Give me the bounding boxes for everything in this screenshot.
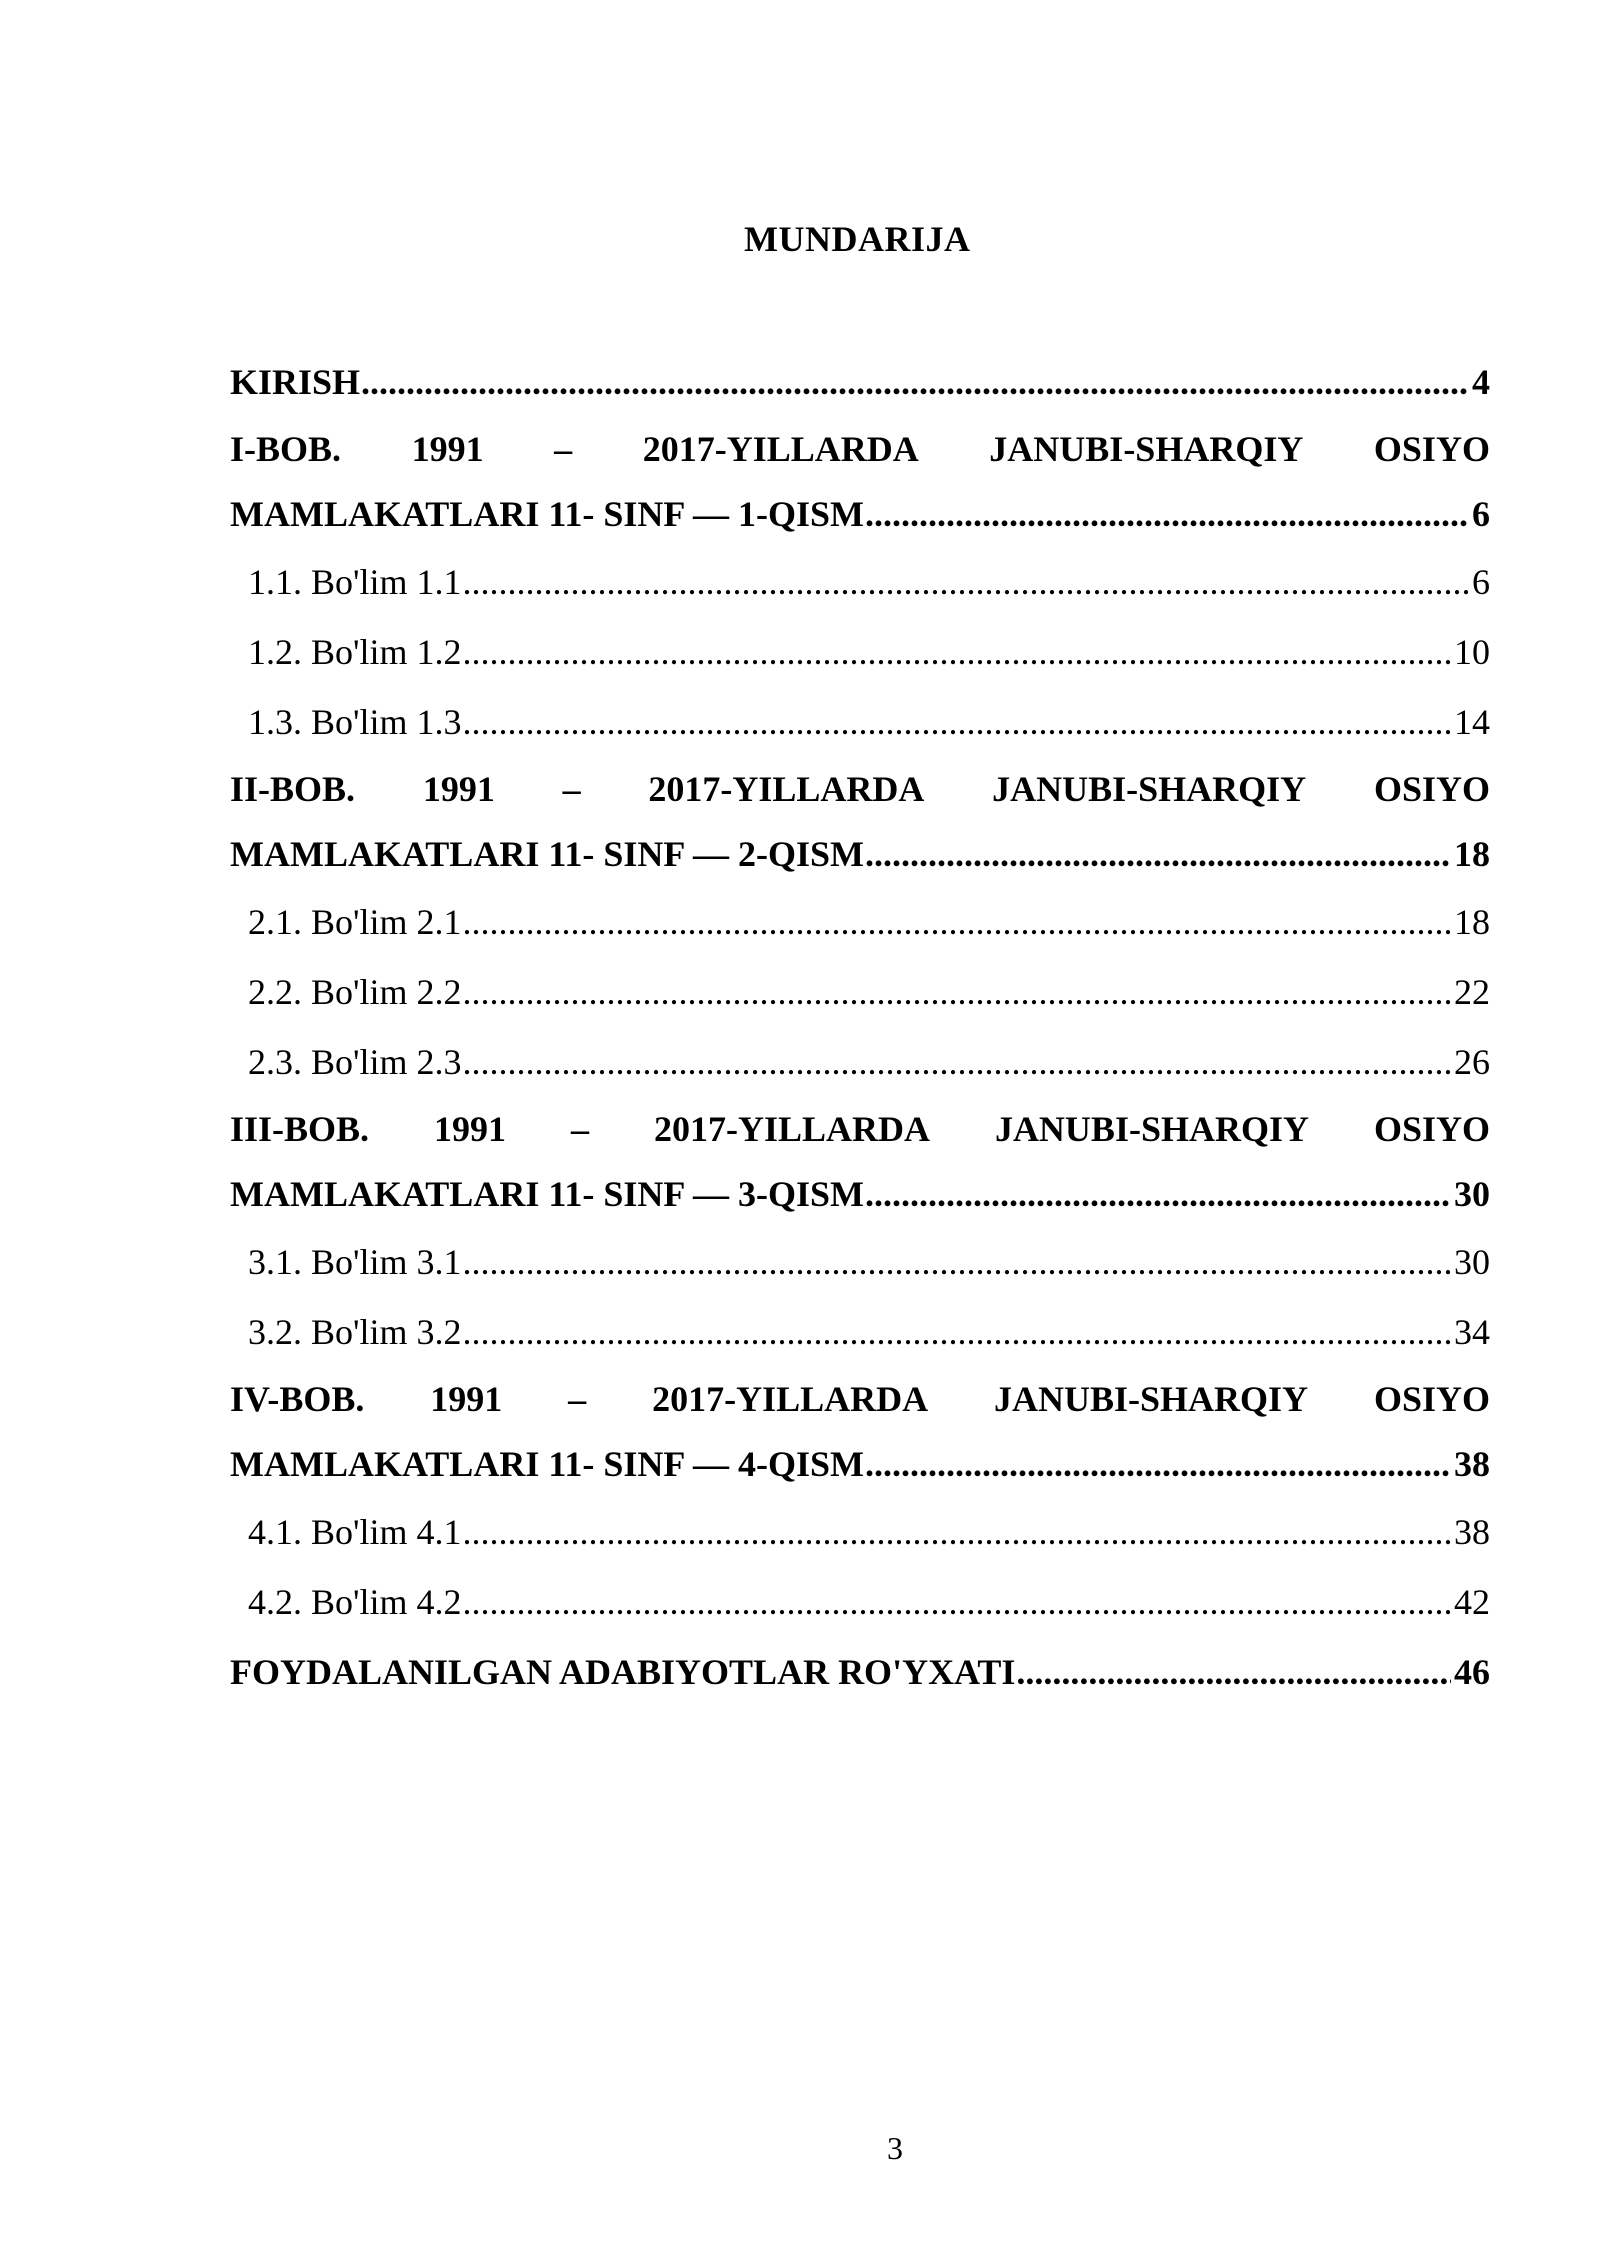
toc-chapter-word: JANUBI-SHARQIY [992, 769, 1307, 809]
toc-entry-page: 46 [1454, 1652, 1490, 1692]
toc-entry-label: 4.1. Bo'lim 4.1 [248, 1512, 462, 1552]
toc-entry-page: 14 [1454, 702, 1490, 742]
toc-entry-intro[interactable] [230, 347, 1490, 417]
toc-chapter-word: – [554, 429, 573, 469]
toc-chapter-heading-line2[interactable] [230, 1432, 1490, 1497]
dot-leader [463, 1567, 1451, 1637]
toc-section-entry[interactable] [230, 547, 1490, 617]
toc-entry-label: MAMLAKATLARI 11- SINF — 1-QISM [230, 494, 865, 534]
toc-section-entry[interactable] [230, 1027, 1490, 1097]
toc-entry-label: 4.2. Bo'lim 4.2 [248, 1582, 462, 1622]
toc-chapter-heading-line2[interactable] [230, 1162, 1490, 1227]
toc-section-entry[interactable] [230, 617, 1490, 687]
toc-chapter-word: OSIYO [1373, 1109, 1490, 1149]
toc-entry-label: MAMLAKATLARI 11- SINF — 2-QISM [230, 834, 865, 874]
toc-chapter-heading-line1[interactable] [230, 417, 1490, 482]
toc-chapter-heading-line1[interactable] [230, 1367, 1490, 1432]
toc-entry-page: 18 [1454, 902, 1490, 942]
toc-chapter-heading-line2[interactable] [230, 822, 1490, 887]
toc-chapter-word: – [568, 1379, 587, 1419]
toc-chapter-heading-line1[interactable] [230, 1097, 1490, 1162]
toc-chapter-word: 1991 [411, 429, 484, 469]
toc-entry-page: 18 [1454, 834, 1490, 874]
toc-chapter-word: OSIYO [1373, 769, 1490, 809]
toc-section-entry[interactable] [230, 1497, 1490, 1567]
toc-chapter-word: OSIYO [1373, 429, 1490, 469]
dot-leader [865, 482, 1469, 547]
toc-section-entry[interactable] [230, 1227, 1490, 1297]
dot-leader [463, 887, 1451, 957]
toc-entry-page: 22 [1454, 972, 1490, 1012]
dot-leader [463, 1297, 1451, 1367]
toc-section-entry[interactable] [230, 887, 1490, 957]
dot-leader [463, 1227, 1451, 1297]
toc-entry-page: 38 [1454, 1444, 1490, 1484]
toc-section-entry[interactable] [230, 687, 1490, 757]
dot-leader [865, 822, 1451, 887]
dot-leader [463, 547, 1469, 617]
toc-entry-page: 42 [1454, 1582, 1490, 1622]
toc-chapters [230, 417, 1490, 1637]
toc-entry-page: 30 [1454, 1242, 1490, 1282]
toc-chapter-word: 2017-YILLARDA [652, 1379, 929, 1419]
dot-leader [463, 617, 1451, 687]
toc-entry-label: 1.3. Bo'lim 1.3 [248, 702, 462, 742]
toc-entry-label: 2.3. Bo'lim 2.3 [248, 1042, 462, 1082]
dot-leader [463, 1027, 1451, 1097]
toc-title-text: MUNDARIJA [744, 219, 971, 259]
dot-leader [463, 957, 1451, 1027]
toc-entry-page: 34 [1454, 1312, 1490, 1352]
toc-chapter-word: III-BOB. [230, 1109, 370, 1149]
dot-leader [463, 687, 1451, 757]
toc-entry-page: 38 [1454, 1512, 1490, 1552]
toc-entry-page: 4 [1472, 362, 1490, 402]
dot-leader [361, 347, 1469, 417]
dot-leader [865, 1432, 1451, 1497]
toc-chapter-heading-line2[interactable] [230, 482, 1490, 547]
toc-entry-label: 2.1. Bo'lim 2.1 [248, 902, 462, 942]
toc-entry-references[interactable] [230, 1637, 1490, 1707]
toc-chapter-word: 1991 [430, 1379, 503, 1419]
toc-chapter-word: 2017-YILLARDA [648, 769, 925, 809]
page-number-text: 3 [887, 2130, 903, 2166]
toc-entry-label: MAMLAKATLARI 11- SINF — 4-QISM [230, 1444, 865, 1484]
table-of-contents [230, 347, 1490, 1707]
toc-entry-label: KIRISH [230, 362, 361, 402]
toc-section-entry[interactable] [230, 1297, 1490, 1367]
toc-chapter-word: – [562, 769, 581, 809]
toc-chapter-word: 2017-YILLARDA [642, 429, 919, 469]
toc-entry-label: FOYDALANILGAN ADABIYOTLAR RO'YXATI [230, 1652, 1016, 1692]
toc-chapter-heading-line1[interactable] [230, 757, 1490, 822]
toc-entry-label: 1.1. Bo'lim 1.1 [248, 562, 462, 602]
toc-entry-page: 6 [1472, 562, 1490, 602]
toc-entry-label: 2.2. Bo'lim 2.2 [248, 972, 462, 1012]
toc-chapter-word: 1991 [422, 769, 495, 809]
dot-leader [865, 1162, 1451, 1227]
toc-chapter-word: 2017-YILLARDA [653, 1109, 930, 1149]
toc-entry-page: 10 [1454, 632, 1490, 672]
toc-section-entry[interactable] [230, 1567, 1490, 1637]
toc-section-entry[interactable] [230, 957, 1490, 1027]
toc-entry-page: 30 [1454, 1174, 1490, 1214]
toc-chapter-word: JANUBI-SHARQIY [994, 1379, 1309, 1419]
toc-chapter-word: – [570, 1109, 589, 1149]
toc-chapter-word: IV-BOB. [230, 1379, 365, 1419]
toc-entry-page: 6 [1472, 494, 1490, 534]
dot-leader [463, 1497, 1451, 1567]
toc-entry-label: 3.1. Bo'lim 3.1 [248, 1242, 462, 1282]
toc-chapter-word: I-BOB. [230, 429, 342, 469]
toc-entry-label: 3.2. Bo'lim 3.2 [248, 1312, 462, 1352]
toc-chapter-word: JANUBI-SHARQIY [989, 429, 1304, 469]
toc-entry-page: 26 [1454, 1042, 1490, 1082]
toc-chapter-word: 1991 [434, 1109, 507, 1149]
toc-entry-label: 1.2. Bo'lim 1.2 [248, 632, 462, 672]
toc-chapter-word: OSIYO [1373, 1379, 1490, 1419]
dot-leader [1016, 1637, 1451, 1707]
toc-chapter-word: JANUBI-SHARQIY [994, 1109, 1309, 1149]
toc-chapter-word: II-BOB. [230, 769, 356, 809]
toc-entry-label: MAMLAKATLARI 11- SINF — 3-QISM [230, 1174, 865, 1214]
